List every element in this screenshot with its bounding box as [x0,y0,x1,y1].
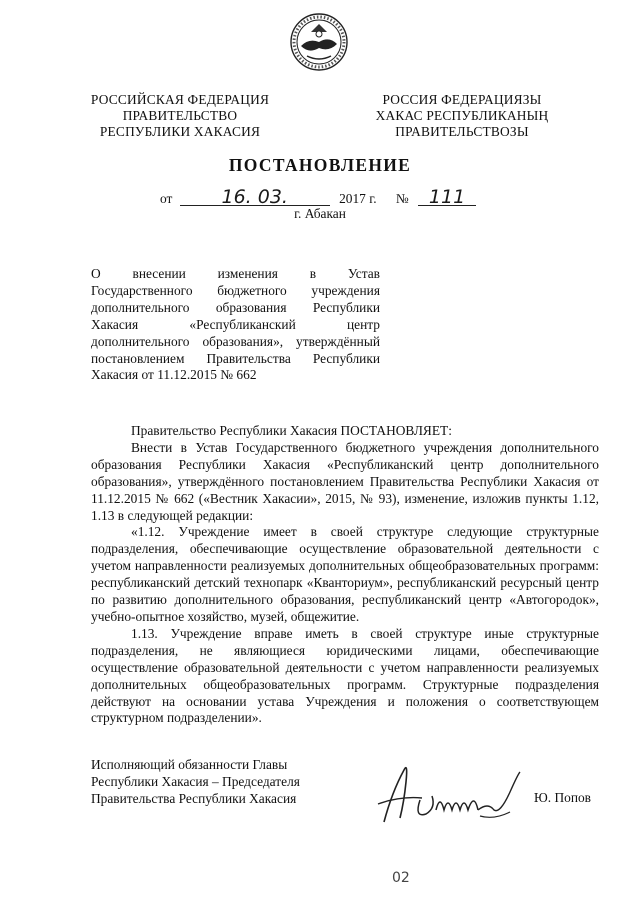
header-left-line: ПРАВИТЕЛЬСТВО [122,108,238,123]
subject-line: Хакасия от 11.12.2015 № 662 [91,367,257,383]
handwritten-number: 111 [418,190,476,206]
number-prefix: № [395,191,409,206]
year-text: 2017 г. [339,191,377,206]
subject-line: О внесении изменения в Устав [91,266,380,281]
body-paragraph: 1.13. Учреждение вправе иметь в своей структуре иные структурные подразделения, не являющиеся юридическими лицами, обеспечивающие осуществление образовательной деятельности с учетом направленности реализуемых дополнительных общеобразовательных программ. Структурные подразделения действуют на основании устава Учреждения и положения о соответствующем структурном подразделении». [91,625,599,726]
header-right-line: РОССИЯ ФЕДЕРАЦИЯЗЫ [382,92,542,107]
body-paragraph: Внести в Устав Государственного бюджетного учреждения дополнительного образования Республики Хакасия «Республиканский центр дополнительного образования», утверждённого постановлением Правительства Республики Хакасия от 11.12.2015 № 662 («Вестник Хакасии», 2015, № 93), изменение, изложив пункты 1.12, 1.13 в следующей редакции: [91,439,599,523]
document-type-title: ПОСТАНОВЛЕНИЕ [228,155,412,175]
signatory-position-line: Правительства Республики Хакасия [91,791,297,806]
header-right-line: ПРАВИТЕЛЬСТВОЗЫ [395,124,529,139]
signer-name: Ю. Попов [534,790,592,805]
header-right-block [362,92,562,140]
body-paragraph: «1.12. Учреждение имеет в своей структуре следующие структурные подразделения, обеспечивающие осуществление образовательной деятельности с учетом направленности реализуемых дополнительных общеобразовательных программ: республиканский детский технопарк «Кванториум», республиканский ресурсный центр по развитию дополнительного образования, республиканский центр «Автогородок», учебно-опытное хозяйство, музей, общежитие. [91,524,599,624]
subject-block [91,266,380,384]
decree-intro: Правительство Республики Хакасия ПОСТАНОВЛЯЕТ: [131,423,452,438]
header-left-line: РЕСПУБЛИКИ ХАКАСИЯ [99,124,261,139]
header-right-line: ХАКАС РЕСПУБЛИКАНЫҢ [375,108,549,123]
city-line: г. Абакан [294,206,346,221]
signatory-position-line: Республики Хакасия – Председателя [91,774,300,789]
handwritten-date: 16. 03. [180,190,330,206]
header-left-block [80,92,280,140]
date-prefix: от [160,191,173,206]
subject-line: дополнительного образования», утверждённый [91,333,380,349]
subject-line: Хакасия «Республиканский центр [91,316,380,332]
handwritten-signature [370,752,540,832]
subject-line: Государственного бюджетного учреждения [91,282,380,298]
subject-line: дополнительного образования Республики [91,299,380,315]
signatory-position [91,756,300,807]
coat-of-arms-emblem [289,12,349,72]
header-left-line: РОССИЙСКАЯ ФЕДЕРАЦИЯ [90,92,270,107]
body-text [91,423,599,727]
page-mark: 02 [392,870,410,886]
subject-line: постановлением Правительства Республики [91,350,380,366]
signatory-position-line: Исполняющий обязанности Главы [91,757,288,772]
date-number-row [160,186,476,208]
